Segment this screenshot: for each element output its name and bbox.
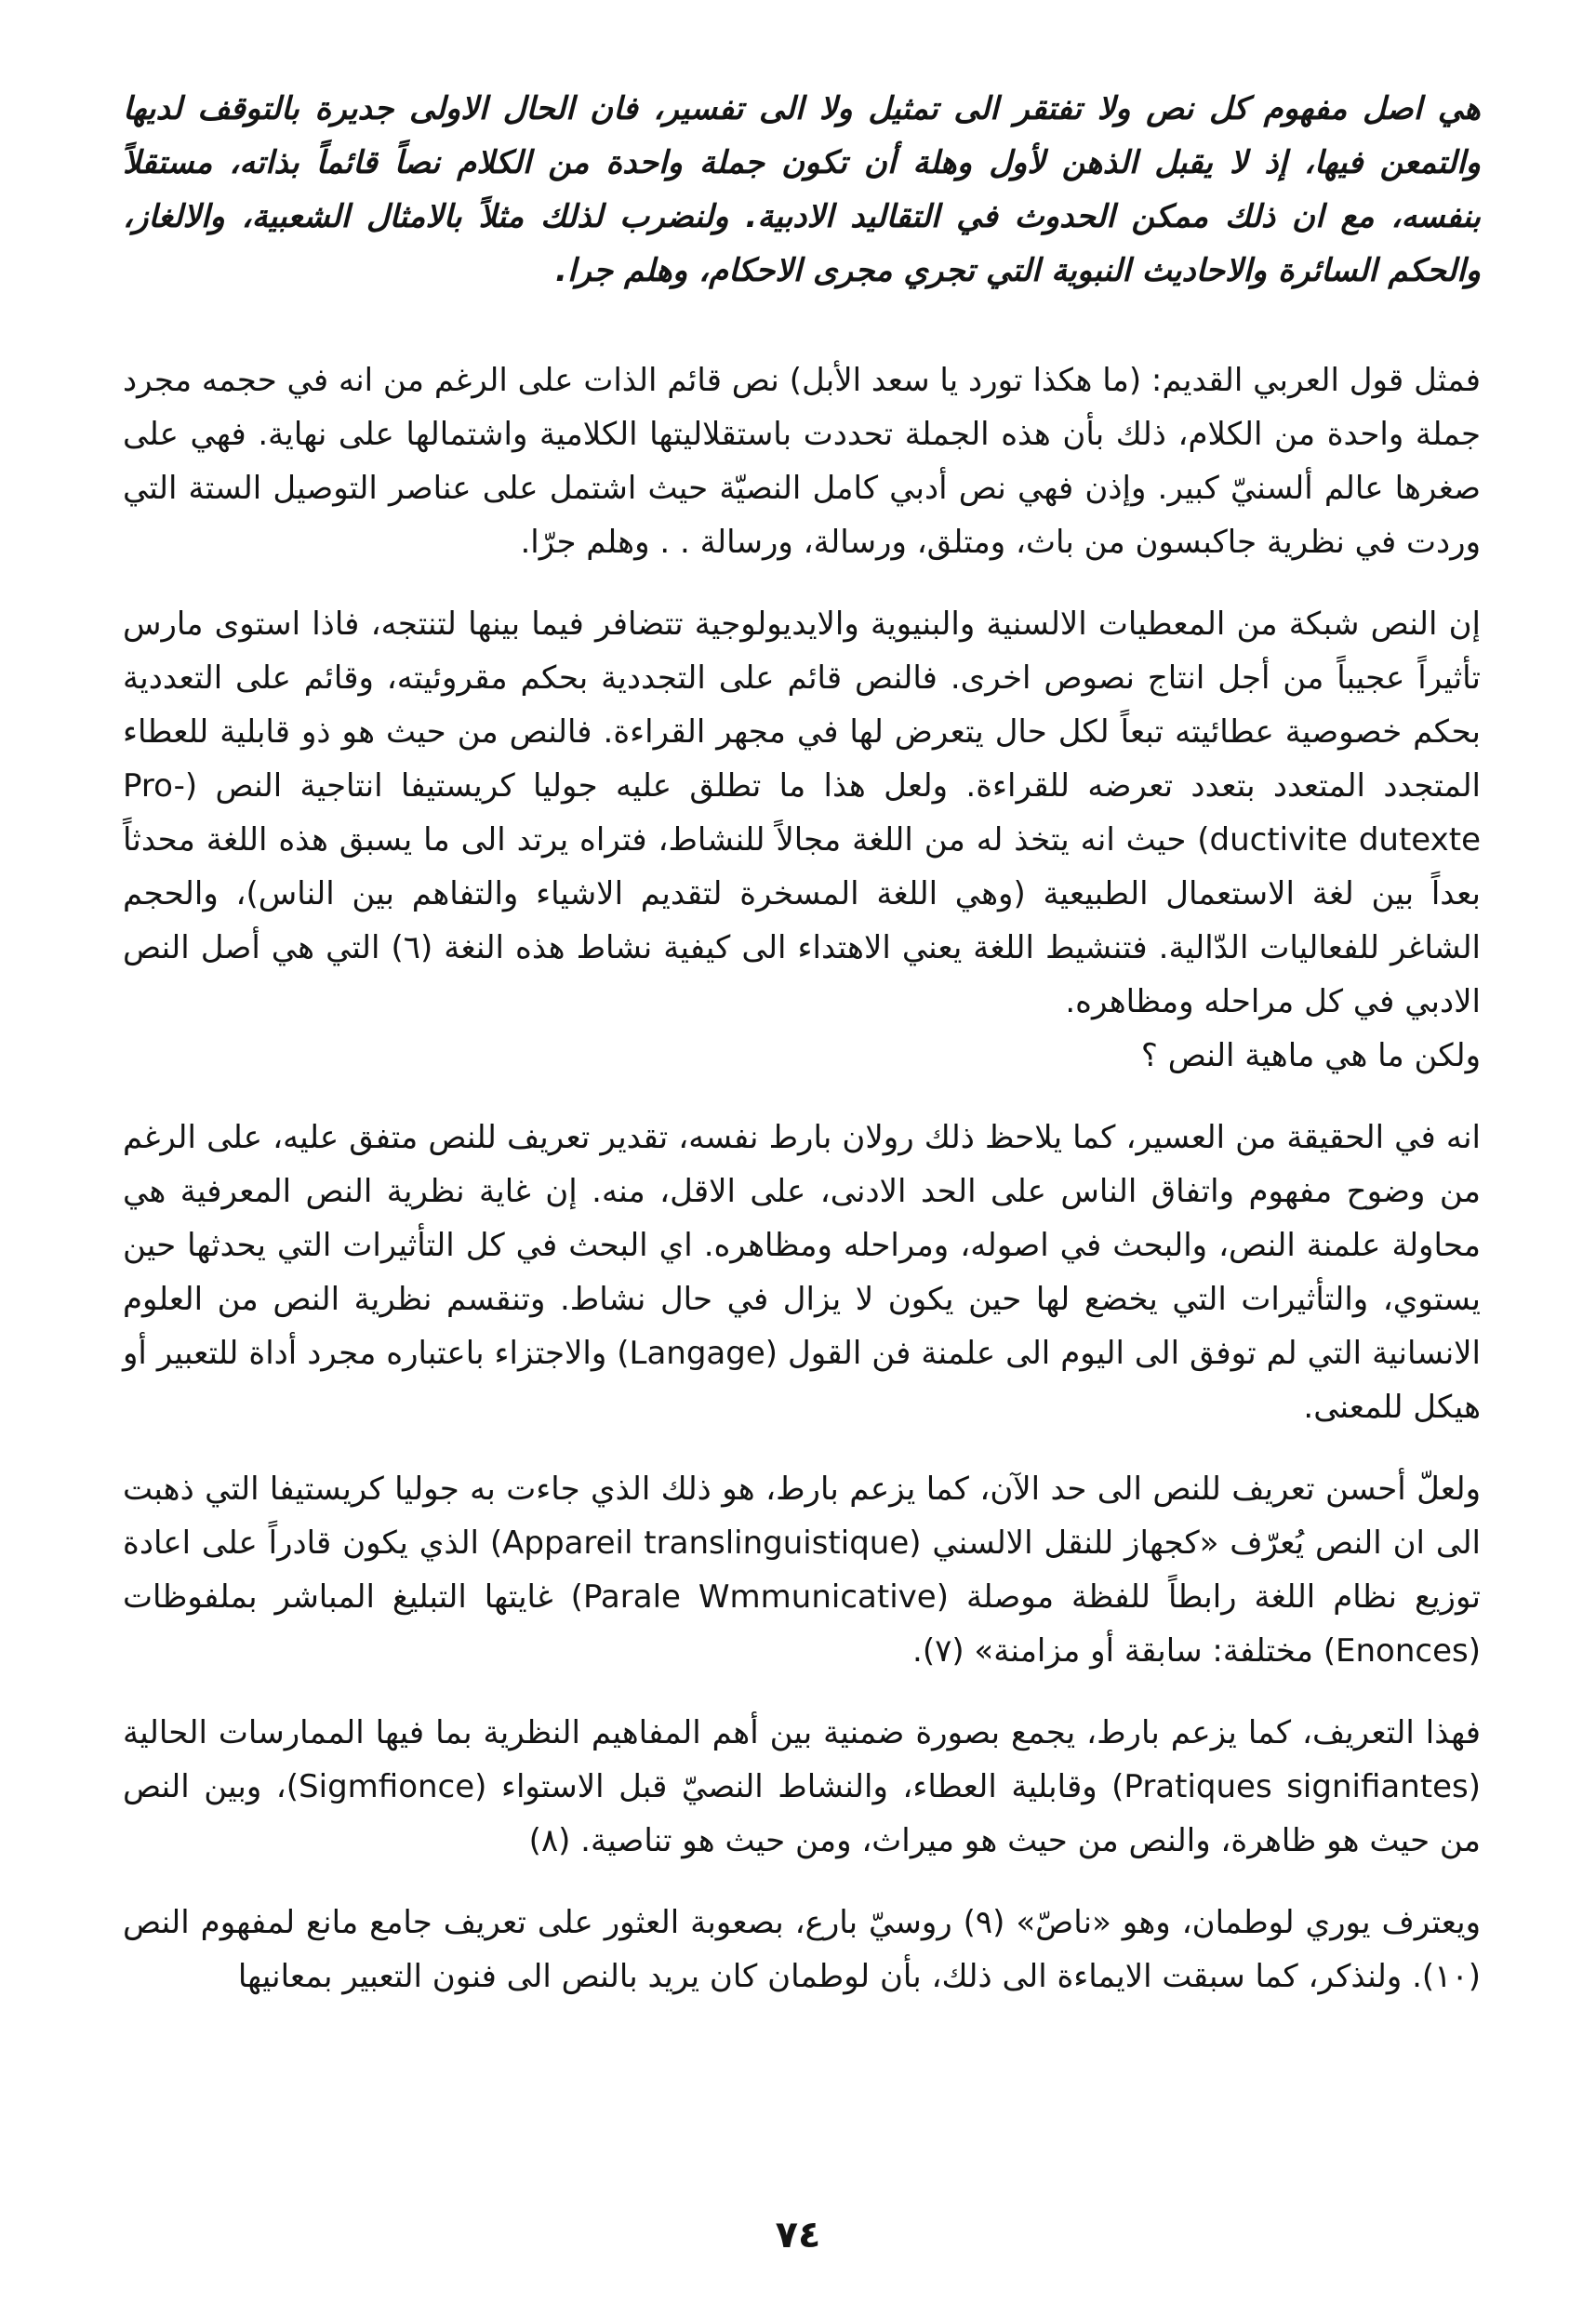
- paragraph-6: فهذا التعريف، كما يزعم بارط، يجمع بصورة ضمنية بين أهم المفاهيم النظرية بما فيها الممارسات الحالية (Pratiques signifiantes) وقابلية العطاء، والنشاط النصيّ قبل الاستواء (Sigmfionce)، وبين النص من حيث هو ظاهرة، والنص من حيث هو ميراث، ومن حيث هو تناصية. (٨): [123, 1714, 1481, 1859]
- section-question: ولكن ما هي ماهية النص ؟: [1140, 1037, 1481, 1074]
- paragraph-1: هي اصل مفهوم كل نص ولا تفتقر الى تمثيل ولا الى تفسير، فان الحال الاولى جديرة بالتوقف لديها والتمعن فيها، إذ لا يقبل الذهن لأول وهلة أن تكون جملة واحدة من الكلام نصاً قائماً بذاته، مستقلاً بنفسه، مع ان ذلك ممكن الحدوث في التقاليد الادبية. ولنضرب لذلك مثلاً بالامثال الشعبية، والالغاز، والحكم السائرة والاحاديث النبوية التي تجري مجرى الاحكام، وهلم جرا.: [123, 90, 1481, 289]
- paragraph-5: ولعلّ أحسن تعريف للنص الى حد الآن، كما يزعم بارط، هو ذلك الذي جاءت به جوليا كريستيفا التي ذهبت الى ان النص يُعرّف «كجهاز للنقل الالسني (Appareil translinguistique) الذي يكون قادراً على اعادة توزيع نظام اللغة رابطاً للفظة موصلة (Parale Wmmunicative) غايتها التبليغ المباشر بملفوظات (Enonces) مختلفة: سابقة أو مزامنة» (٧).: [123, 1471, 1482, 1670]
- paragraph-7: ويعترف يوري لوطمان، وهو «ناصّ» (٩) روسيّ بارع، بصعوبة العثور على تعريف جامع مانع لمفهوم النص (١٠). ولنذكر، كما سبقت الايماءة الى ذلك، بأن لوطمان كان يريد بالنص الى فنون التعبير بمعانيها: [123, 1904, 1482, 1995]
- paragraph-2: فمثل قول العربي القديم: (ما هكذا تورد يا سعد الأبل) نص قائم الذات على الرغم من انه في حجمه مجرد جملة واحدة من الكلام، ذلك بأن هذه الجملة تحددت باستقلاليتها الكلامية واشتمالها على نهاية. فهي على صغرها عالم ألسنيّ كبير. وإذن فهي نص أدبي كامل النصيّة حيث اشتمل على عناصر التوصيل الستة التي وردت في نظرية جاكبسون من باث، ومتلق، ورسالة، ورسالة . . وهلم جرّا.: [123, 362, 1481, 561]
- page-number: ٧٤: [775, 2214, 821, 2256]
- text-column: [123, 82, 1481, 2003]
- paragraph-4: انه في الحقيقة من العسير، كما يلاحظ ذلك رولان بارط نفسه، تقدير تعريف للنص متفق عليه، على الرغم من وضوح مفهوم واتفاق الناس على الحد الادنى، على الاقل، منه. إن غاية نظرية النص المعرفية هي محاولة علمنة النص، والبحث في اصوله، ومراحله ومظاهره. اي البحث في كل التأثيرات التي يحدثها حين يستوي، والتأثيرات التي يخضع لها حين يكون لا يزال في حال نشاط. وتنقسم نظرية النص من العلوم الانسانية التي لم توفق الى اليوم الى علمنة فن القول (Langage) والاجتزاء باعتباره مجرد أداة للتعبير أو هيكل للمعنى.: [123, 1119, 1482, 1426]
- paragraph-3: إن النص شبكة من المعطيات الالسنية والبنيوية والايديولوجية تتضافر فيما بينها لتنتجه، فاذا استوى مارس تأثيراً عجيباً من أجل انتاج نصوص اخرى. فالنص قائم على التجددية بحكم مقروئيته، وقائم على التعددية بحكم خصوصية عطائيته تبعاً لكل حال يتعرض لها في مجهر القراءة. فالنص من حيث هو ذو قابلية للعطاء المتجدد المتعدد بتعدد تعرضه للقراءة. ولعل هذا ما تطلق عليه جوليا كريستيفا انتاجية النص (Pro-ductivite dutexte) حيث انه يتخذ له من اللغة مجالاً للنشاط، فتراه يرتد الى ما يسبق هذه اللغة محدثاً بعداً بين لغة الاستعمال الطبيعية (وهي اللغة المسخرة لتقديم الاشياء والتفاهم بين الناس)، والحجم الشاغر للفعاليات الدّالية. فتنشيط اللغة يعني الاهتداء الى كيفية نشاط هذه النغة (٦) التي هي أصل النص الادبي في كل مراحله ومظاهره.: [123, 606, 1482, 1020]
